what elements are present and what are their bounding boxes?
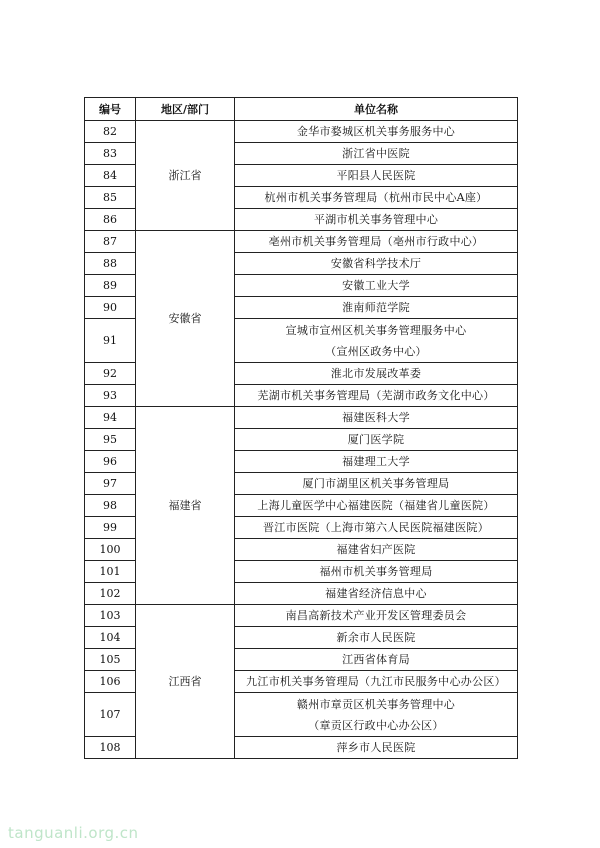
table-row (85, 121, 518, 143)
unit-name-cell (235, 495, 518, 517)
unit-name-cell (235, 539, 518, 561)
unit-name-line: 福建省妇产医院 (336, 543, 416, 556)
table-row (85, 605, 518, 627)
unit-name-line: 九江市机关事务管理局（九江市民服务中心办公区） (246, 675, 506, 688)
unit-name-cell (235, 561, 518, 583)
unit-name-cell (235, 627, 518, 649)
header-unit: 单位名称 (235, 98, 518, 121)
row-number: 91 (85, 319, 136, 363)
row-number: 86 (85, 209, 136, 231)
unit-name-line: 萍乡市人民医院 (336, 741, 416, 754)
header-region: 地区/部门 (136, 98, 235, 121)
row-number: 96 (85, 451, 136, 473)
unit-name-line: 杭州市机关事务管理局（杭州市民中心A座） (264, 191, 488, 204)
unit-name-line: 平湖市机关事务管理中心 (313, 213, 439, 226)
unit-name-cell (235, 121, 518, 143)
row-number: 85 (85, 187, 136, 209)
unit-name-cell (235, 429, 518, 451)
unit-name-line: 安徽省科学技术厅 (330, 257, 422, 270)
unit-name-cell (235, 583, 518, 605)
row-number: 93 (85, 385, 136, 407)
unit-name-cell (235, 165, 518, 187)
row-number: 83 (85, 143, 136, 165)
row-number: 87 (85, 231, 136, 253)
row-number: 98 (85, 495, 136, 517)
unit-name-cell (235, 451, 518, 473)
unit-name-line: （章贡区行政中心办公区） (308, 718, 444, 732)
row-number: 100 (85, 539, 136, 561)
unit-name-cell (235, 407, 518, 429)
row-number: 90 (85, 297, 136, 319)
row-number: 103 (85, 605, 136, 627)
unit-name-line: 厦门医学院 (347, 433, 405, 446)
row-number: 101 (85, 561, 136, 583)
unit-name-line: 晋江市医院（上海市第六人民医院福建医院） (263, 521, 489, 534)
table-row (85, 407, 518, 429)
unit-name-line: 新余市人民医院 (336, 631, 416, 644)
unit-name-cell (235, 517, 518, 539)
row-number: 106 (85, 671, 136, 693)
unit-name-line: 福建省经济信息中心 (325, 587, 427, 600)
table-body (85, 121, 518, 759)
row-number: 97 (85, 473, 136, 495)
region-cell: 江西省 (136, 605, 235, 759)
row-number: 104 (85, 627, 136, 649)
row-number: 107 (85, 693, 136, 737)
row-number: 108 (85, 737, 136, 759)
unit-name-line: 芜湖市机关事务管理局（芜湖市政务文化中心） (257, 389, 495, 402)
watermark: tanguanli.org.cn (8, 824, 139, 842)
unit-name-cell (235, 649, 518, 671)
row-number: 102 (85, 583, 136, 605)
row-number: 88 (85, 253, 136, 275)
unit-name-cell (235, 253, 518, 275)
unit-name-line: 福建医科大学 (342, 411, 410, 424)
unit-name-cell (235, 473, 518, 495)
unit-name-line: 安徽工业大学 (342, 279, 410, 292)
unit-name-line: 福建理工大学 (342, 455, 410, 468)
row-number: 82 (85, 121, 136, 143)
unit-name-line: 厦门市湖里区机关事务管理局 (302, 477, 450, 490)
header-num: 编号 (85, 98, 136, 121)
unit-name-cell (235, 693, 518, 737)
table-row (85, 231, 518, 253)
table-header-row (85, 98, 518, 121)
unit-name-cell (235, 231, 518, 253)
region-cell: 福建省 (136, 407, 235, 605)
unit-name-cell (235, 671, 518, 693)
unit-name-line: 亳州市机关事务管理局（亳州市行政中心） (268, 235, 484, 248)
unit-name-cell (235, 319, 518, 363)
region-cell: 浙江省 (136, 121, 235, 231)
row-number: 84 (85, 165, 136, 187)
unit-name-line: 淮北市发展改革委 (330, 367, 422, 380)
unit-name-line: 福州市机关事务管理局 (319, 565, 433, 578)
unit-name-line: 平阳县人民医院 (336, 169, 416, 182)
row-number: 94 (85, 407, 136, 429)
row-number: 92 (85, 363, 136, 385)
region-cell: 安徽省 (136, 231, 235, 407)
unit-name-cell (235, 209, 518, 231)
row-number: 95 (85, 429, 136, 451)
unit-name-cell (235, 385, 518, 407)
unit-name-cell (235, 297, 518, 319)
unit-name-cell (235, 363, 518, 385)
unit-name-cell (235, 275, 518, 297)
unit-name-line: 淮南师范学院 (342, 301, 410, 314)
unit-name-line: 南昌高新技术产业开发区管理委员会 (285, 609, 467, 622)
unit-name-cell (235, 187, 518, 209)
row-number: 99 (85, 517, 136, 539)
unit-name-line: 宣城市宣州区机关事务管理服务中心 (285, 323, 467, 337)
unit-name-line: 江西省体育局 (342, 653, 410, 666)
unit-name-cell (235, 737, 518, 759)
row-number: 105 (85, 649, 136, 671)
unit-name-line: 赣州市章贡区机关事务管理中心 (296, 697, 456, 711)
row-number: 89 (85, 275, 136, 297)
unit-name-cell (235, 143, 518, 165)
unit-list-table (84, 97, 518, 759)
unit-name-cell (235, 605, 518, 627)
unit-name-line: 上海儿童医学中心福建医院（福建省儿童医院） (257, 499, 495, 512)
unit-name-line: 浙江省中医院 (342, 147, 410, 160)
unit-name-line: （宣州区政务中心） (325, 344, 427, 358)
unit-name-line: 金华市婺城区机关事务服务中心 (296, 125, 456, 138)
